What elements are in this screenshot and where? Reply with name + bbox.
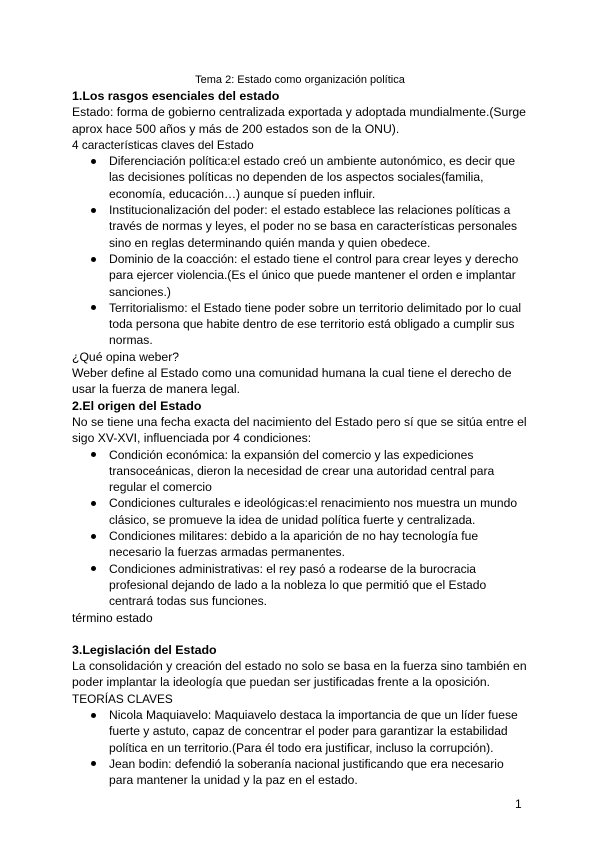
list-item-text: Territorialismo: el Estado tiene poder sobre un territorio delimitado por lo cual toda persona que habite dentro de ese territorio está obligado a cumplir sus normas.	[109, 300, 522, 348]
list-item	[72, 528, 528, 561]
answer-text: Weber define al Estado como una comunidad humana la cual tiene el derecho de usar la fuerza de manera legal.	[72, 366, 512, 397]
document-title: Tema 2: Estado como organización política	[195, 74, 405, 86]
list-item-text: Diferenciación política:el estado creó un ambiente autonómico, es decir que las decisiones políticas no dependen de los aspectos sociales(familia, economía, educación…) aunque sí pueden influir.	[109, 154, 516, 201]
question-text: ¿Qué opina weber?	[72, 349, 180, 364]
page-content	[72, 72, 528, 788]
bullet-icon	[91, 305, 96, 310]
list-item	[72, 153, 528, 202]
list-item	[72, 561, 528, 610]
section-heading: 3.Legislación del Estado	[72, 642, 217, 657]
section-heading: 2.El origen del Estado	[72, 398, 202, 413]
bullet-icon	[91, 208, 96, 213]
list-item-text: Condiciones administrativas: el rey pasó a rodearse de la burocracia profesional dejando de lado a la nobleza lo que permitió que el Estado centrará todas sus funciones.	[109, 561, 487, 609]
section-intro: La consolidación y creación del estado no solo se basa en la fuerza sino también en poder implantar la ideología que puedan ser justificadas frente a la oposición.	[72, 659, 527, 690]
bullet-icon	[91, 159, 96, 164]
section-intro: No se tiene una fecha exacta del nacimiento del Estado pero sí que se sitúa entre el sigo XV-XVI, influenciada por 4 condiciones:	[72, 414, 527, 446]
bullet-icon	[91, 452, 96, 457]
bullet-icon	[91, 761, 96, 766]
list-item-text: Condición económica: la expansión del comercio y las expediciones transoceánicas, dieron la necesidad de crear una autoridad central para regular el comercio	[109, 447, 495, 495]
list-item-text: Condiciones militares: debido a la aparición de no hay tecnología fue necesario la fuerzas armadas permanentes.	[109, 529, 479, 560]
list-item	[72, 707, 528, 756]
closing-text: término estado	[72, 610, 153, 625]
section-subhead: TEORÍAS CLAVES	[72, 691, 173, 706]
list-item-text: Nicola Maquiavelo: Maquiavelo destaca la importancia de que un líder fuese fuerte y astuto, capaz de concentrar el poder para garantizar la estabilidad política en un territorio.(Para él todo era justificar, incluso la corrupción).	[109, 707, 518, 755]
page-number: 1	[515, 797, 522, 811]
bullet-list	[72, 153, 528, 349]
blank-line	[72, 626, 528, 642]
bullet-list	[72, 707, 528, 788]
list-item-text: Institucionalización del poder: el estado establece las relaciones políticas a través de normas y leyes, el poder no se basa en características personales sino en reglas determinando quién manda y quien obedece.	[109, 203, 518, 250]
section-subhead: 4 características claves del Estado	[72, 137, 254, 152]
list-item	[72, 300, 528, 349]
list-item	[72, 202, 528, 251]
list-item-text: Condiciones culturales e ideológicas:el renacimiento nos muestra un mundo clásico, se promueve la idea de unidad política fuerte y centralizada.	[109, 496, 518, 527]
list-item-text: Dominio de la coacción: el estado tiene el control para crear leyes y derecho para ejercer violencia.(Es el único que puede mantener el orden e implantar sanciones.)	[109, 251, 519, 299]
bullet-icon	[91, 534, 96, 539]
list-item	[72, 251, 528, 300]
list-item	[72, 756, 528, 789]
list-item	[72, 495, 528, 528]
list-item	[72, 447, 528, 496]
bullet-icon	[91, 566, 96, 571]
section-heading: 1.Los rasgos esenciales del estado	[72, 89, 280, 103]
bullet-list	[72, 447, 528, 610]
bullet-icon	[91, 257, 96, 262]
bullet-icon	[91, 713, 96, 718]
list-item-text: Jean bodin: defendió la soberanía nacional justificando que era necesario para mantener la unidad y la paz en el estado.	[109, 756, 504, 788]
bullet-icon	[91, 501, 96, 506]
section-intro: Estado: forma de gobierno centralizada exportada y adoptada mundialmente.(Surge aprox hace 500 años y más de 200 estados son de la ONU).	[72, 105, 526, 136]
